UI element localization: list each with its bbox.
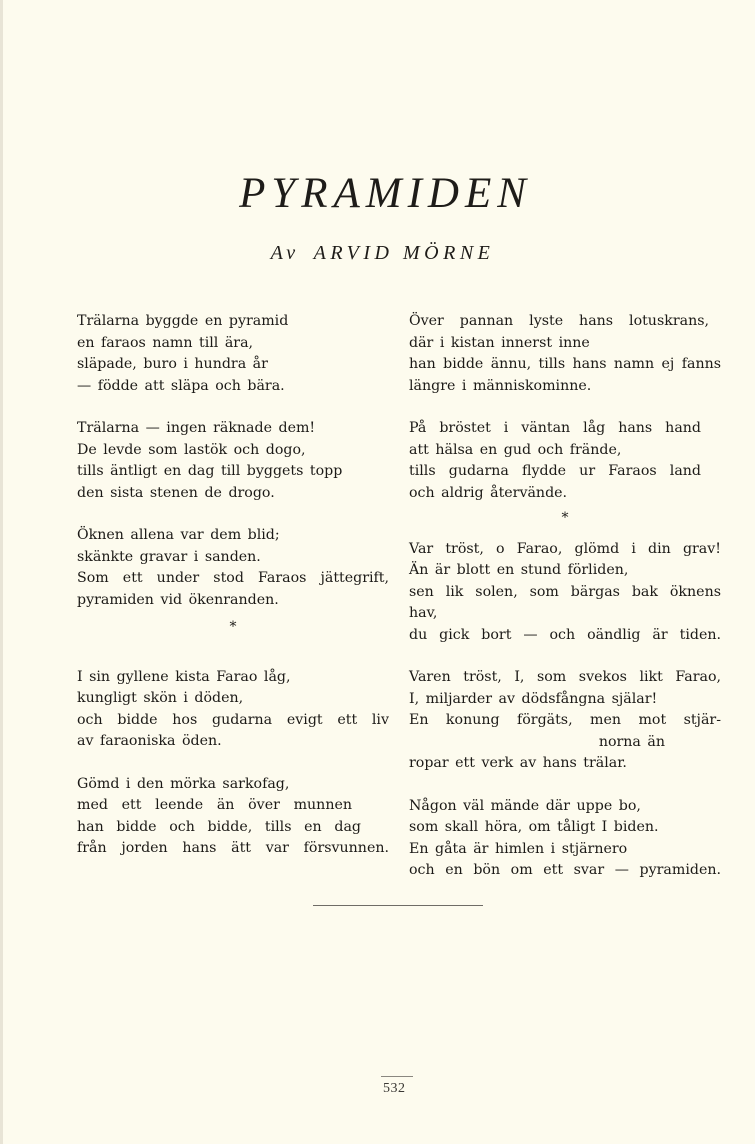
verse-line: — födde att släpa och bära. <box>77 377 285 394</box>
stanza <box>409 311 721 397</box>
section-divider-asterisk: * <box>229 619 237 635</box>
page-number: 532 <box>383 1081 406 1096</box>
verse-line: som skall höra, om tåligt I biden. <box>409 819 659 835</box>
verse-line: längre i människominne. <box>409 377 592 394</box>
verse-line: Varen tröst, I, som svekos likt Farao, <box>409 669 721 685</box>
stanza <box>77 525 389 611</box>
verse-line: och en bön om ett svar — pyramiden. <box>409 862 721 878</box>
verse-line: pyramiden vid ökenranden. <box>77 591 279 608</box>
left-column <box>77 311 389 860</box>
verse-line: Som ett under stod Faraos jättegrift, <box>77 570 389 586</box>
verse-line: Trälarna byggde en pyramid <box>77 313 289 329</box>
verse-line: där i kistan innerst inne <box>409 334 590 351</box>
stanza <box>409 418 721 504</box>
right-column <box>409 311 721 882</box>
end-rule <box>313 905 483 906</box>
verse-line: En gåta är himlen i stjärnero <box>409 840 628 857</box>
verse-line: från jorden hans ätt var försvunnen. <box>77 840 389 856</box>
verse-line: Gömd i den mörka sarkofag, <box>77 775 290 792</box>
verse-line: den sista stenen de drogo. <box>77 484 275 501</box>
verse-line: av faraoniska öden. <box>77 733 222 749</box>
verse-line: I sin gyllene kista Farao låg, <box>77 668 291 685</box>
stanza <box>409 796 721 882</box>
verse-line: han bidde och bidde, tills en dag <box>77 818 361 835</box>
verse-line: tills äntligt en dag till byggets topp <box>77 463 343 479</box>
verse-line: Någon väl mände där uppe bo, <box>409 797 641 814</box>
verse-line: du gick bort — och oändlig är tiden. <box>409 626 721 643</box>
poem-title: PYRAMIDEN <box>239 170 532 217</box>
verse-line: tills gudarna flydde ur Faraos land <box>409 463 701 479</box>
stanza <box>77 311 389 397</box>
stanza <box>77 418 389 504</box>
stanza <box>409 539 721 647</box>
stanza <box>77 774 389 860</box>
section-divider-asterisk: * <box>561 510 569 526</box>
poem-author <box>0 240 755 266</box>
page-number-rule <box>381 1076 413 1077</box>
verse-line: och aldrig återvände. <box>409 484 568 501</box>
verse-line: med ett leende än över munnen <box>77 797 352 813</box>
verse-line: sen lik solen, som bärgas bak öknens hav, <box>409 583 721 621</box>
verse-line: släpade, buro i hundra år <box>77 356 268 372</box>
verse-line: skänkte gravar i sanden. <box>77 548 261 565</box>
author-name: ARVID MÖRNE <box>313 242 495 264</box>
verse-line: På bröstet i väntan låg hans hand <box>409 420 701 436</box>
verse-line: De levde som lastök och dogo, <box>77 441 306 458</box>
stanza <box>77 667 389 753</box>
verse-line: Än är blott en stund förliden, <box>409 562 629 578</box>
verse-line: Över pannan lyste hans lotuskrans, <box>409 313 709 329</box>
verse-line: Var tröst, o Farao, glömd i din grav! <box>409 540 721 557</box>
verse-line: ropar ett verk av hans trälar. <box>409 755 627 771</box>
verse-line: och bidde hos gudarna evigt ett liv <box>77 711 389 728</box>
verse-line: I, miljarder av dödsfångna själar! <box>409 690 658 707</box>
verse-line: Öknen allena var dem blid; <box>77 527 280 543</box>
verse-line: att hälsa en gud och frände, <box>409 441 622 458</box>
stanza <box>409 667 721 775</box>
verse-line: En konung förgäts, men mot stjär- <box>409 712 721 728</box>
author-prefix: Av <box>270 242 300 264</box>
verse-line: en faraos namn till ära, <box>77 334 254 351</box>
verse-line: han bidde ännu, tills hans namn ej fanns <box>409 356 721 372</box>
verse-line: Trälarna — ingen räknade dem! <box>77 420 316 436</box>
verse-line: kungligt skön i döden, <box>77 690 244 706</box>
verse-line-overflow: norna än <box>598 733 665 750</box>
